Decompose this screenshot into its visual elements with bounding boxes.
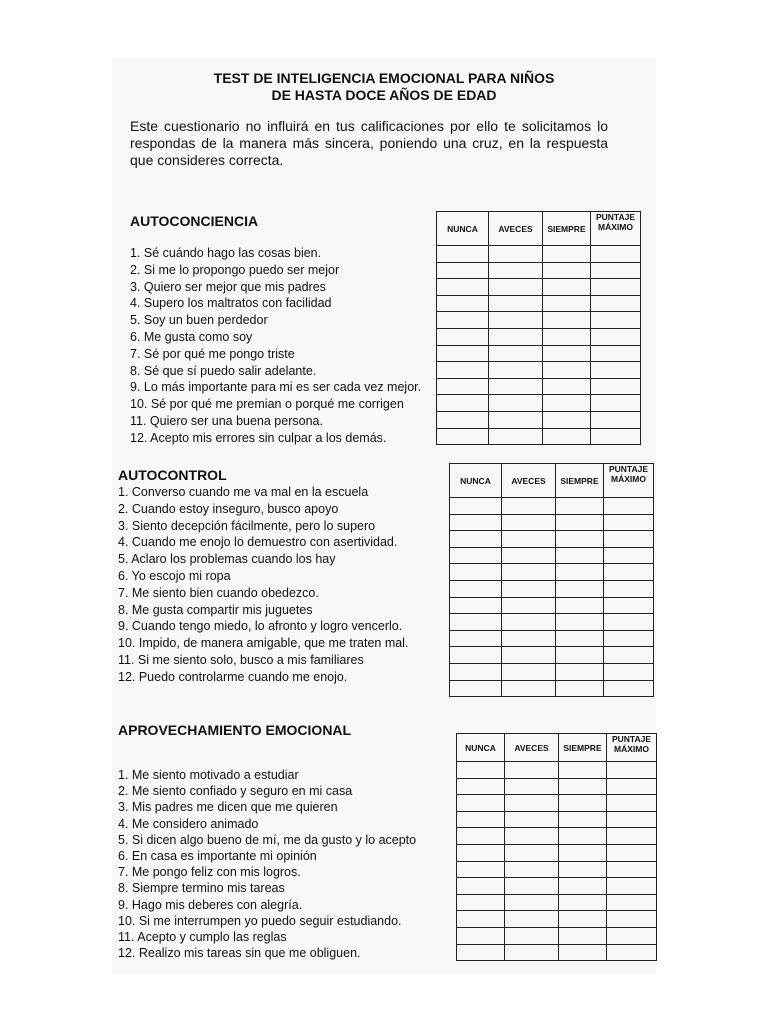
- answer-row: [457, 894, 657, 911]
- answer-cell-siempre[interactable]: [543, 279, 591, 296]
- column-header-siempre: SIEMPRE: [556, 464, 604, 498]
- answer-cell-aveces[interactable]: [502, 498, 556, 515]
- answer-cell-siempre[interactable]: [543, 378, 591, 395]
- section-title-autoconciencia: AUTOCONCIENCIA: [130, 213, 259, 229]
- answer-row: [457, 911, 657, 928]
- question-item: 3. Mis padres me dicen que me quieren: [118, 800, 338, 815]
- answer-cell-siempre[interactable]: [559, 878, 607, 895]
- answer-row: [437, 262, 641, 279]
- answer-cell-nunca[interactable]: [437, 262, 489, 279]
- answer-cell-nunca[interactable]: [450, 614, 502, 631]
- answer-cell-aveces[interactable]: [502, 647, 556, 664]
- answer-row: [437, 328, 641, 345]
- answer-cell-siempre[interactable]: [559, 811, 607, 828]
- question-item: 6. Me gusta como soy: [130, 329, 253, 344]
- question-item: 1. Me siento motivado a estudiar: [118, 768, 299, 782]
- answer-cell-nunca[interactable]: [437, 395, 489, 412]
- column-header-nunca: NUNCA: [437, 212, 489, 246]
- answer-row: [437, 279, 641, 296]
- answer-cell-siempre[interactable]: [556, 580, 604, 597]
- question-item: 9. Lo más importante para mi es ser cada vez mejor.: [130, 380, 422, 395]
- answer-cell-aveces[interactable]: [502, 597, 556, 614]
- answer-row: [450, 514, 654, 531]
- question-item: 5. Soy un buen perdedor: [130, 313, 268, 328]
- answer-cell-aveces[interactable]: [505, 844, 559, 861]
- answer-row: [457, 811, 657, 828]
- answer-cell-puntaje[interactable]: [591, 378, 641, 395]
- section-title-aprovechamiento-emocional: APROVECHAMIENTO EMOCIONAL: [118, 722, 352, 738]
- answer-cell-aveces[interactable]: [502, 514, 556, 531]
- question-item: 7. Sé por qué me pongo triste: [130, 346, 295, 361]
- answer-cell-puntaje[interactable]: [591, 262, 641, 279]
- answer-cell-nunca[interactable]: [437, 312, 489, 329]
- answer-row: [437, 312, 641, 329]
- answer-row: [457, 795, 657, 812]
- answer-row: [450, 597, 654, 614]
- item-list-autoconciencia: [130, 245, 421, 447]
- answer-cell-nunca[interactable]: [437, 428, 489, 445]
- column-header-siempre: SIEMPRE: [559, 734, 607, 762]
- answer-row: [437, 378, 641, 395]
- answer-cell-aveces[interactable]: [505, 828, 559, 845]
- answer-cell-puntaje[interactable]: [604, 531, 654, 548]
- answer-cell-aveces[interactable]: [505, 795, 559, 812]
- answer-row: [450, 547, 654, 564]
- question-item: 12. Realizo mis tareas sin que me obliguen.: [118, 946, 361, 961]
- answer-cell-aveces[interactable]: [502, 614, 556, 631]
- answer-cell-puntaje[interactable]: [604, 663, 654, 680]
- answer-cell-nunca[interactable]: [437, 246, 489, 263]
- answer-cell-puntaje[interactable]: [604, 680, 654, 697]
- answer-cell-siempre[interactable]: [556, 514, 604, 531]
- answer-cell-nunca[interactable]: [457, 844, 505, 861]
- answer-cell-siempre[interactable]: [543, 262, 591, 279]
- title-line-1: TEST DE INTELIGENCIA EMOCIONAL PARA NIÑOS: [213, 70, 555, 86]
- answer-cell-puntaje[interactable]: [591, 395, 641, 412]
- column-header-puntaje-maximo: [604, 464, 654, 498]
- answer-cell-siempre[interactable]: [556, 597, 604, 614]
- answer-cell-nunca[interactable]: [457, 894, 505, 911]
- answer-cell-nunca[interactable]: [457, 878, 505, 895]
- answer-cell-nunca[interactable]: [450, 647, 502, 664]
- answer-cell-siempre[interactable]: [559, 762, 607, 779]
- answer-cell-aveces[interactable]: [489, 428, 543, 445]
- answer-cell-puntaje[interactable]: [607, 861, 657, 878]
- answer-cell-puntaje[interactable]: [604, 630, 654, 647]
- answer-cell-puntaje[interactable]: [591, 295, 641, 312]
- answer-cell-puntaje[interactable]: [607, 944, 657, 961]
- document-title: [0, 70, 768, 104]
- answer-cell-nunca[interactable]: [437, 362, 489, 379]
- answer-cell-aveces[interactable]: [505, 861, 559, 878]
- answer-row: [457, 762, 657, 779]
- answer-cell-aveces[interactable]: [502, 663, 556, 680]
- answer-cell-nunca[interactable]: [457, 811, 505, 828]
- question-item: 1. Converso cuando me va mal en la escuela: [118, 485, 369, 499]
- column-header-nunca: NUNCA: [450, 464, 502, 498]
- question-item: 11. Si me siento solo, busco a mis familiares: [118, 652, 364, 667]
- question-item: 5. Aclaro los problemas cuando los hay: [118, 552, 336, 567]
- answer-cell-aveces[interactable]: [489, 246, 543, 263]
- answer-cell-siempre[interactable]: [559, 927, 607, 944]
- title-line-2: DE HASTA DOCE AÑOS DE EDAD: [271, 87, 497, 103]
- answer-row: [437, 395, 641, 412]
- column-header-line: PUNTAJE: [611, 734, 652, 744]
- answer-cell-siempre[interactable]: [543, 295, 591, 312]
- answer-cell-aveces[interactable]: [502, 531, 556, 548]
- answer-cell-puntaje[interactable]: [604, 547, 654, 564]
- answer-cell-aveces[interactable]: [489, 295, 543, 312]
- answer-cell-nunca[interactable]: [457, 861, 505, 878]
- answer-cell-nunca[interactable]: [450, 663, 502, 680]
- answer-cell-aveces[interactable]: [505, 811, 559, 828]
- answer-cell-aveces[interactable]: [502, 680, 556, 697]
- answer-row: [437, 362, 641, 379]
- question-item: 10. Impido, de manera amigable, que me traten mal.: [118, 636, 409, 651]
- section-title-autocontrol: AUTOCONTROL: [118, 467, 227, 483]
- answer-row: [437, 345, 641, 362]
- answer-grid-autoconciencia: [436, 211, 641, 445]
- answer-cell-puntaje[interactable]: [607, 878, 657, 895]
- answer-cell-nunca[interactable]: [437, 328, 489, 345]
- answer-cell-puntaje[interactable]: [604, 614, 654, 631]
- answer-cell-nunca[interactable]: [450, 597, 502, 614]
- answer-cell-nunca[interactable]: [457, 927, 505, 944]
- answer-row: [457, 878, 657, 895]
- question-item: 8. Sé que sí puedo salir adelante.: [130, 363, 317, 378]
- answer-cell-puntaje[interactable]: [607, 795, 657, 812]
- column-header-nunca: NUNCA: [457, 734, 505, 762]
- answer-cell-siempre[interactable]: [559, 795, 607, 812]
- answer-cell-siempre[interactable]: [559, 828, 607, 845]
- answer-cell-aveces[interactable]: [505, 878, 559, 895]
- column-header-siempre: SIEMPRE: [543, 212, 591, 246]
- answer-cell-siempre[interactable]: [559, 778, 607, 795]
- column-header-aveces: AVECES: [502, 464, 556, 498]
- answer-cell-siempre[interactable]: [559, 911, 607, 928]
- answer-cell-puntaje[interactable]: [604, 514, 654, 531]
- answer-row: [450, 580, 654, 597]
- answer-row: [457, 778, 657, 795]
- answer-cell-puntaje[interactable]: [604, 564, 654, 581]
- question-item: 2. Si me lo propongo puedo ser mejor: [130, 262, 340, 277]
- answer-cell-aveces[interactable]: [505, 911, 559, 928]
- answer-cell-aveces[interactable]: [489, 262, 543, 279]
- answer-cell-siempre[interactable]: [556, 647, 604, 664]
- answer-cell-nunca[interactable]: [450, 630, 502, 647]
- answer-cell-siempre[interactable]: [556, 680, 604, 697]
- answer-cell-siempre[interactable]: [556, 498, 604, 515]
- answer-cell-nunca[interactable]: [450, 498, 502, 515]
- answer-row: [450, 630, 654, 647]
- answer-cell-nunca[interactable]: [450, 514, 502, 531]
- answer-cell-aveces[interactable]: [489, 328, 543, 345]
- answer-row: [457, 844, 657, 861]
- answer-cell-aveces[interactable]: [505, 778, 559, 795]
- answer-cell-aveces[interactable]: [489, 411, 543, 428]
- answer-cell-nunca[interactable]: [457, 795, 505, 812]
- answer-cell-puntaje[interactable]: [591, 428, 641, 445]
- answer-cell-puntaje[interactable]: [607, 778, 657, 795]
- answer-cell-nunca[interactable]: [457, 944, 505, 961]
- answer-cell-siempre[interactable]: [559, 844, 607, 861]
- intro-paragraph: Este cuestionario no influirá en tus calificaciones por ello te solicitamos lo respondas de la manera más sincera, poniendo una cruz, en la respuesta que consideres correcta.: [130, 118, 608, 168]
- answer-cell-siempre[interactable]: [543, 328, 591, 345]
- answer-cell-nunca[interactable]: [437, 279, 489, 296]
- answer-cell-siempre[interactable]: [556, 564, 604, 581]
- question-item: 10. Si me interrumpen yo puedo seguir estudiando.: [118, 913, 402, 928]
- question-item: 4. Cuando me enojo lo demuestro con asertividad.: [118, 535, 398, 550]
- question-item: 12. Acepto mis errores sin culpar a los demás.: [130, 430, 387, 445]
- answer-row: [457, 944, 657, 961]
- question-item: 3. Quiero ser mejor que mis padres: [130, 279, 326, 294]
- answer-cell-siempre[interactable]: [556, 547, 604, 564]
- answer-cell-aveces[interactable]: [502, 547, 556, 564]
- answer-row: [450, 531, 654, 548]
- column-header-line: MÁXIMO: [614, 744, 649, 754]
- answer-cell-nunca[interactable]: [450, 564, 502, 581]
- answer-row: [437, 411, 641, 428]
- question-item: 10. Sé por qué me premian o porqué me corrigen: [130, 397, 404, 412]
- answer-cell-siempre[interactable]: [543, 312, 591, 329]
- answer-cell-nunca[interactable]: [457, 828, 505, 845]
- answer-cell-aveces[interactable]: [502, 564, 556, 581]
- answer-row: [450, 498, 654, 515]
- answer-cell-puntaje[interactable]: [607, 911, 657, 928]
- answer-cell-nunca[interactable]: [437, 411, 489, 428]
- answer-row: [437, 428, 641, 445]
- answer-cell-aveces[interactable]: [505, 944, 559, 961]
- answer-cell-puntaje[interactable]: [607, 811, 657, 828]
- item-list-aprovechamiento-emocional: [118, 767, 416, 961]
- answer-grid-autocontrol: [449, 463, 654, 697]
- answer-cell-siempre[interactable]: [556, 630, 604, 647]
- column-header-line: MÁXIMO: [598, 222, 633, 232]
- answer-cell-aveces[interactable]: [505, 762, 559, 779]
- answer-cell-aveces[interactable]: [489, 345, 543, 362]
- answer-cell-puntaje[interactable]: [591, 312, 641, 329]
- question-item: 11. Quiero ser una buena persona.: [130, 413, 323, 428]
- question-item: 2. Me siento confiado y seguro en mi casa: [118, 784, 353, 799]
- answer-cell-siempre[interactable]: [543, 362, 591, 379]
- answer-row: [457, 927, 657, 944]
- question-item: 1. Sé cuándo hago las cosas bien.: [130, 246, 322, 260]
- answer-row: [437, 246, 641, 263]
- answer-cell-aveces[interactable]: [489, 362, 543, 379]
- answer-cell-aveces[interactable]: [489, 312, 543, 329]
- answer-cell-puntaje[interactable]: [591, 246, 641, 263]
- answer-cell-puntaje[interactable]: [607, 894, 657, 911]
- question-item: 9. Cuando tengo miedo, lo afronto y logro vencerlo.: [118, 619, 403, 634]
- question-item: 2. Cuando estoy inseguro, busco apoyo: [118, 501, 339, 516]
- answer-cell-siempre[interactable]: [543, 345, 591, 362]
- answer-cell-puntaje[interactable]: [591, 345, 641, 362]
- answer-row: [450, 680, 654, 697]
- answer-row: [450, 614, 654, 631]
- question-item: 6. En casa es importante mi opinión: [118, 848, 317, 863]
- answer-cell-siempre[interactable]: [543, 395, 591, 412]
- answer-cell-puntaje[interactable]: [604, 580, 654, 597]
- answer-cell-puntaje[interactable]: [604, 597, 654, 614]
- answer-cell-nunca[interactable]: [437, 295, 489, 312]
- column-header-aveces: AVECES: [489, 212, 543, 246]
- answer-cell-puntaje[interactable]: [591, 411, 641, 428]
- answer-cell-siempre[interactable]: [543, 411, 591, 428]
- question-item: 4. Me considero animado: [118, 816, 259, 831]
- question-item: 3. Siento decepción fácilmente, pero lo supero: [118, 518, 376, 533]
- question-item: 8. Siempre termino mis tareas: [118, 881, 285, 896]
- answer-cell-aveces[interactable]: [505, 927, 559, 944]
- question-item: 7. Me siento bien cuando obedezco.: [118, 585, 319, 600]
- question-item: 11. Acepto y cumplo las reglas: [118, 929, 287, 944]
- answer-row: [450, 564, 654, 581]
- answer-cell-siempre[interactable]: [559, 894, 607, 911]
- column-header-line: PUNTAJE: [608, 464, 649, 474]
- column-header-puntaje-maximo: [591, 212, 641, 246]
- answer-cell-puntaje[interactable]: [607, 927, 657, 944]
- answer-cell-nunca[interactable]: [450, 580, 502, 597]
- answer-row: [457, 828, 657, 845]
- answer-cell-siempre[interactable]: [556, 614, 604, 631]
- item-list-autocontrol: [118, 484, 408, 686]
- question-item: 8. Me gusta compartir mis juguetes: [118, 602, 313, 617]
- answer-cell-aveces[interactable]: [489, 279, 543, 296]
- answer-cell-siempre[interactable]: [559, 861, 607, 878]
- answer-cell-aveces[interactable]: [489, 378, 543, 395]
- answer-cell-nunca[interactable]: [437, 345, 489, 362]
- question-item: 9. Hago mis deberes con alegría.: [118, 897, 303, 912]
- answer-cell-aveces[interactable]: [502, 630, 556, 647]
- answer-row: [450, 663, 654, 680]
- column-header-line: MÁXIMO: [611, 474, 646, 484]
- answer-cell-nunca[interactable]: [450, 531, 502, 548]
- answer-row: [457, 861, 657, 878]
- answer-cell-nunca[interactable]: [457, 778, 505, 795]
- answer-cell-siempre[interactable]: [556, 663, 604, 680]
- answer-grid-aprovechamiento-emocional: [456, 733, 657, 961]
- answer-cell-puntaje[interactable]: [604, 498, 654, 515]
- answer-cell-puntaje[interactable]: [591, 279, 641, 296]
- answer-cell-siempre[interactable]: [543, 246, 591, 263]
- answer-cell-nunca[interactable]: [457, 762, 505, 779]
- answer-cell-nunca[interactable]: [450, 680, 502, 697]
- answer-cell-siempre[interactable]: [556, 531, 604, 548]
- answer-row: [437, 295, 641, 312]
- answer-cell-aveces[interactable]: [502, 580, 556, 597]
- answer-cell-nunca[interactable]: [457, 911, 505, 928]
- question-item: 5. Si dicen algo bueno de mí, me da gusto y lo acepto: [118, 832, 417, 847]
- column-header-aveces: AVECES: [505, 734, 559, 762]
- answer-cell-nunca[interactable]: [437, 378, 489, 395]
- question-item: 6. Yo escojo mi ropa: [118, 568, 231, 583]
- column-header-puntaje-maximo: [607, 734, 657, 762]
- question-item: 4. Supero los maltratos con facilidad: [130, 296, 332, 311]
- column-header-line: PUNTAJE: [595, 212, 636, 222]
- answer-cell-puntaje[interactable]: [604, 647, 654, 664]
- answer-cell-puntaje[interactable]: [607, 844, 657, 861]
- question-item: 7. Me pongo feliz con mis logros.: [118, 865, 301, 880]
- answer-cell-puntaje[interactable]: [607, 762, 657, 779]
- answer-cell-siempre[interactable]: [543, 428, 591, 445]
- answer-cell-siempre[interactable]: [559, 944, 607, 961]
- answer-row: [450, 647, 654, 664]
- question-item: 12. Puedo controlarme cuando me enojo.: [118, 669, 348, 684]
- answer-cell-puntaje[interactable]: [607, 828, 657, 845]
- answer-cell-nunca[interactable]: [450, 547, 502, 564]
- answer-cell-puntaje[interactable]: [591, 328, 641, 345]
- answer-cell-aveces[interactable]: [489, 395, 543, 412]
- answer-cell-aveces[interactable]: [505, 894, 559, 911]
- answer-cell-puntaje[interactable]: [591, 362, 641, 379]
